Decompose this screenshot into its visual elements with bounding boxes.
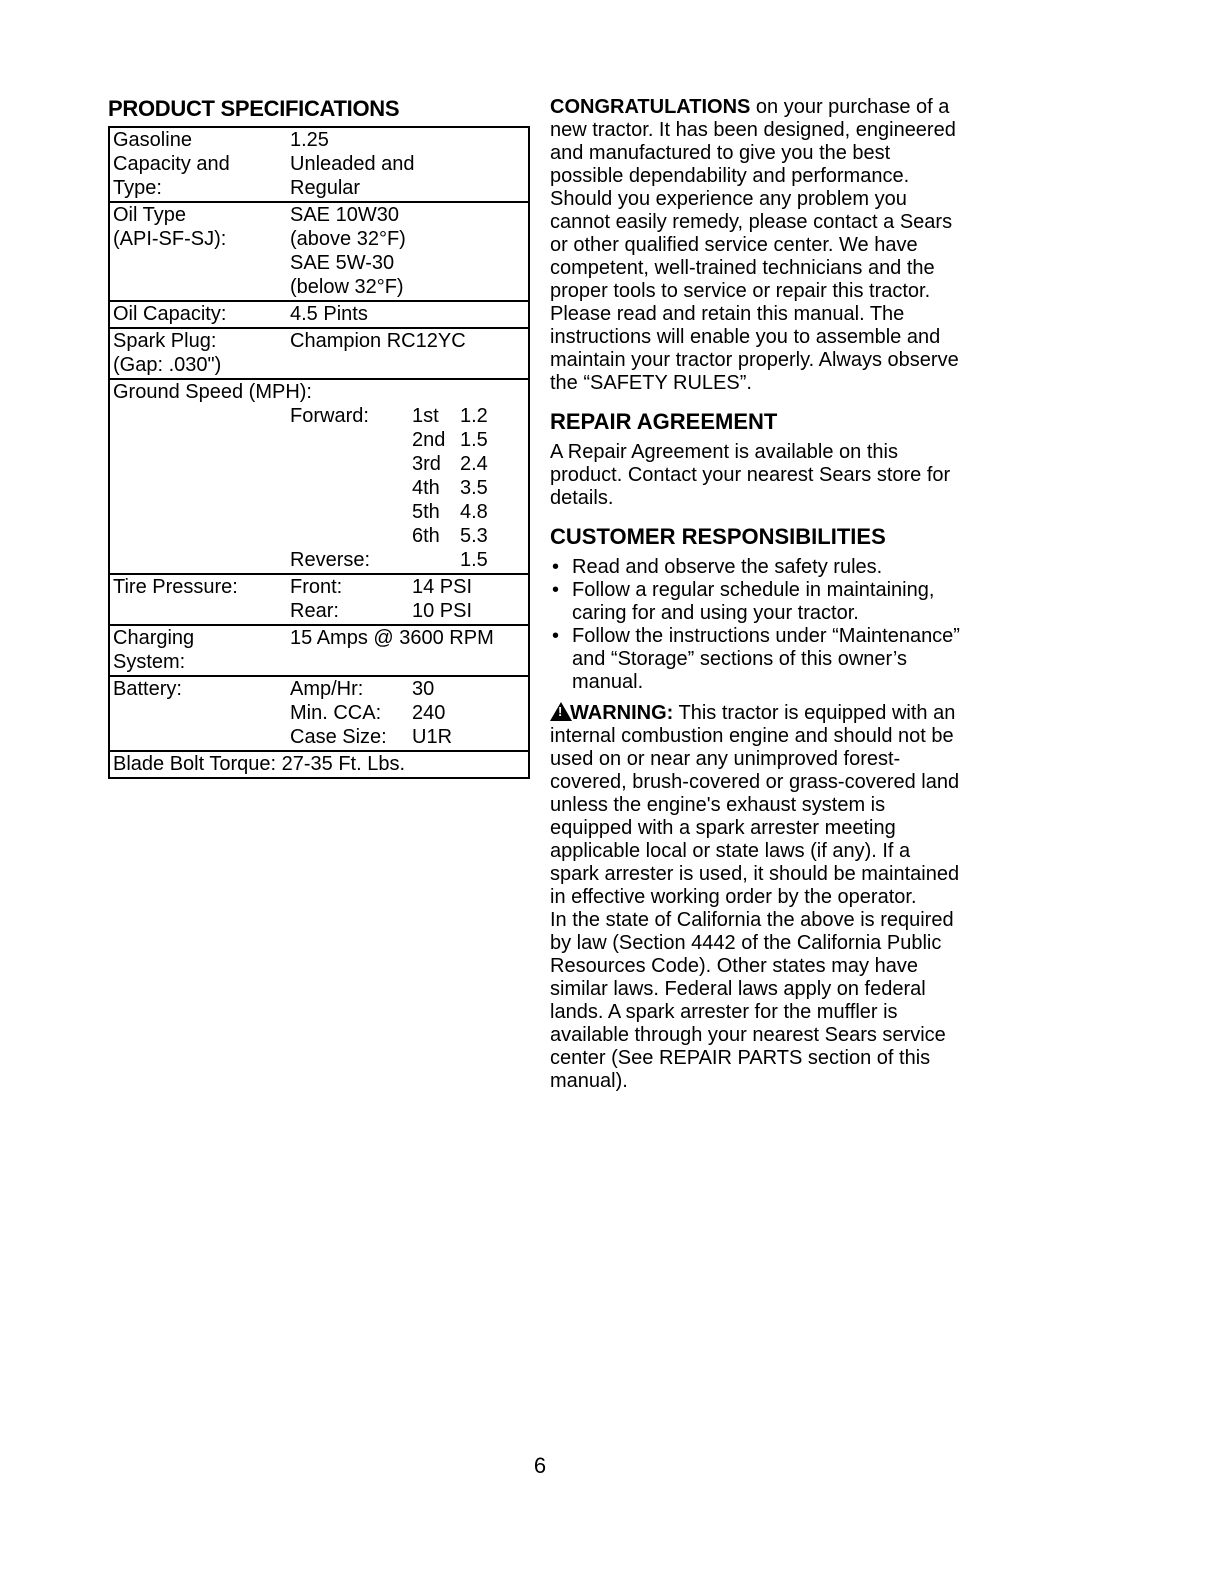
bullet-icon: • xyxy=(552,556,560,578)
spec-value: 4.5 Pints xyxy=(290,303,368,325)
spec-label: Blade Bolt Torque: 27-35 Ft. Lbs. xyxy=(113,753,406,775)
customer-responsibilities-heading: CUSTOMER RESPONSIBILITIES xyxy=(550,524,886,549)
spec-row-charging xyxy=(110,626,528,677)
intro-column xyxy=(550,96,960,1093)
spec-value: 15 Amps @ 3600 RPM xyxy=(290,627,494,649)
spec-label: Type: xyxy=(113,177,162,199)
spec-label: (API-SF-SJ): xyxy=(113,228,227,250)
gear-list xyxy=(113,404,528,572)
warning-icon xyxy=(550,702,572,721)
bullet-icon: • xyxy=(552,625,560,647)
spec-label: Capacity and xyxy=(113,153,230,175)
spec-label: (Gap: .030") xyxy=(113,354,222,376)
spec-label: Charging xyxy=(113,627,195,649)
spec-label: System: xyxy=(113,651,186,673)
spec-label: Spark Plug: xyxy=(113,330,217,352)
list-item: • Read and observe the safety rules. xyxy=(552,556,883,578)
spec-label: Battery: xyxy=(113,678,182,700)
warning-paragraph: !WARNING: This tractor is equipped with an internal combustion engine and should not be used on or near any unimproved forest-covered, brush-covered or grass-covered land unless the engine's exhaust system is equipped with a spark arrester meeting applicable local or state laws (if any). If a spark arrester is used, it should be maintained in effective working order by the operator. xyxy=(550,702,960,909)
responsibilities-list xyxy=(550,556,960,694)
gear-line: 5th 4.8 xyxy=(412,501,488,523)
service-paragraph: Should you experience any problem you cannot easily remedy, please contact a Sears or other qualified service center. We have competent, well-trained technicians and the proper tools to service or repair this tractor. xyxy=(550,188,953,302)
spec-label: Oil Capacity: xyxy=(113,303,227,325)
congratulations-paragraph: CONGRATULATIONS on your purchase of a new tractor. It has been designed, engineered and manufactured to give you the best possible dependability and performance. xyxy=(550,96,956,187)
spec-row-tire-pressure: Tire Pressure: Front: 14 PSI Rear: 10 PSI xyxy=(110,575,528,626)
gear-line-reverse: Reverse: 1.5 xyxy=(290,549,488,571)
spec-row-battery: Battery: Amp/Hr: 30 Min. CCA: 240 Case Size: U1R xyxy=(110,677,528,752)
spec-value: (above 32°F) xyxy=(290,228,406,250)
repair-agreement-heading: REPAIR AGREEMENT xyxy=(550,409,778,434)
list-item: • Follow the instructions under “Maintenance” and “Storage” sections of this owner’s manual. xyxy=(552,625,960,693)
spec-value: Unleaded and xyxy=(290,153,415,175)
spec-row-blade-bolt xyxy=(110,752,528,779)
spec-value: Regular xyxy=(290,177,361,199)
california-paragraph: In the state of California the above is required by law (Section 4442 of the California Public Resources Code). Other states may have similar laws. Federal laws apply on federal lands. A spark arrester for the muffler is available through your nearest Sears service center (See REPAIR PARTS section of this manual). xyxy=(550,909,954,1092)
spec-value: Champion RC12YC xyxy=(290,330,466,352)
page-number: 6 xyxy=(533,1453,547,1478)
spec-row-spark-plug xyxy=(110,329,528,380)
spec-row-gasoline xyxy=(110,128,528,203)
gear-line: Forward: 1st 1.2 xyxy=(290,405,488,427)
spec-row-oil-capacity xyxy=(110,302,528,329)
product-specifications xyxy=(108,96,528,779)
gear-line: 2nd 1.5 xyxy=(412,429,488,451)
spec-row-oil-type xyxy=(110,203,528,302)
list-item: • Follow a regular schedule in maintaining, caring for and using your tractor. xyxy=(552,579,935,624)
bullet-icon: • xyxy=(552,579,560,601)
specs-heading: PRODUCT SPECIFICATIONS xyxy=(108,96,400,121)
spec-value: SAE 10W30 xyxy=(290,204,399,226)
spec-value: (below 32°F) xyxy=(290,276,404,298)
read-manual-paragraph: Please read and retain this manual. The instructions will enable you to assemble and maintain your tractor properly. Always observe the “SAFETY RULES”. xyxy=(550,303,959,394)
spec-label: Ground Speed (MPH): xyxy=(113,381,312,403)
spec-label: Tire Pressure: xyxy=(113,576,238,598)
gear-line: 6th 5.3 xyxy=(412,525,488,547)
gear-line: 4th 3.5 xyxy=(412,477,488,499)
spec-value: SAE 5W-30 xyxy=(290,252,395,274)
gear-line: 3rd 2.4 xyxy=(412,453,488,475)
spec-label: Gasoline xyxy=(113,129,192,151)
spec-value: 1.25 xyxy=(290,129,329,151)
specs-table xyxy=(108,126,530,779)
spec-row-ground-speed xyxy=(110,380,528,575)
repair-agreement-text: A Repair Agreement is available on this product. Contact your nearest Sears store for details. xyxy=(550,441,951,509)
forward-label: Forward: xyxy=(290,405,369,427)
reverse-label: Reverse: xyxy=(290,549,371,571)
spec-label: Oil Type xyxy=(113,204,186,226)
